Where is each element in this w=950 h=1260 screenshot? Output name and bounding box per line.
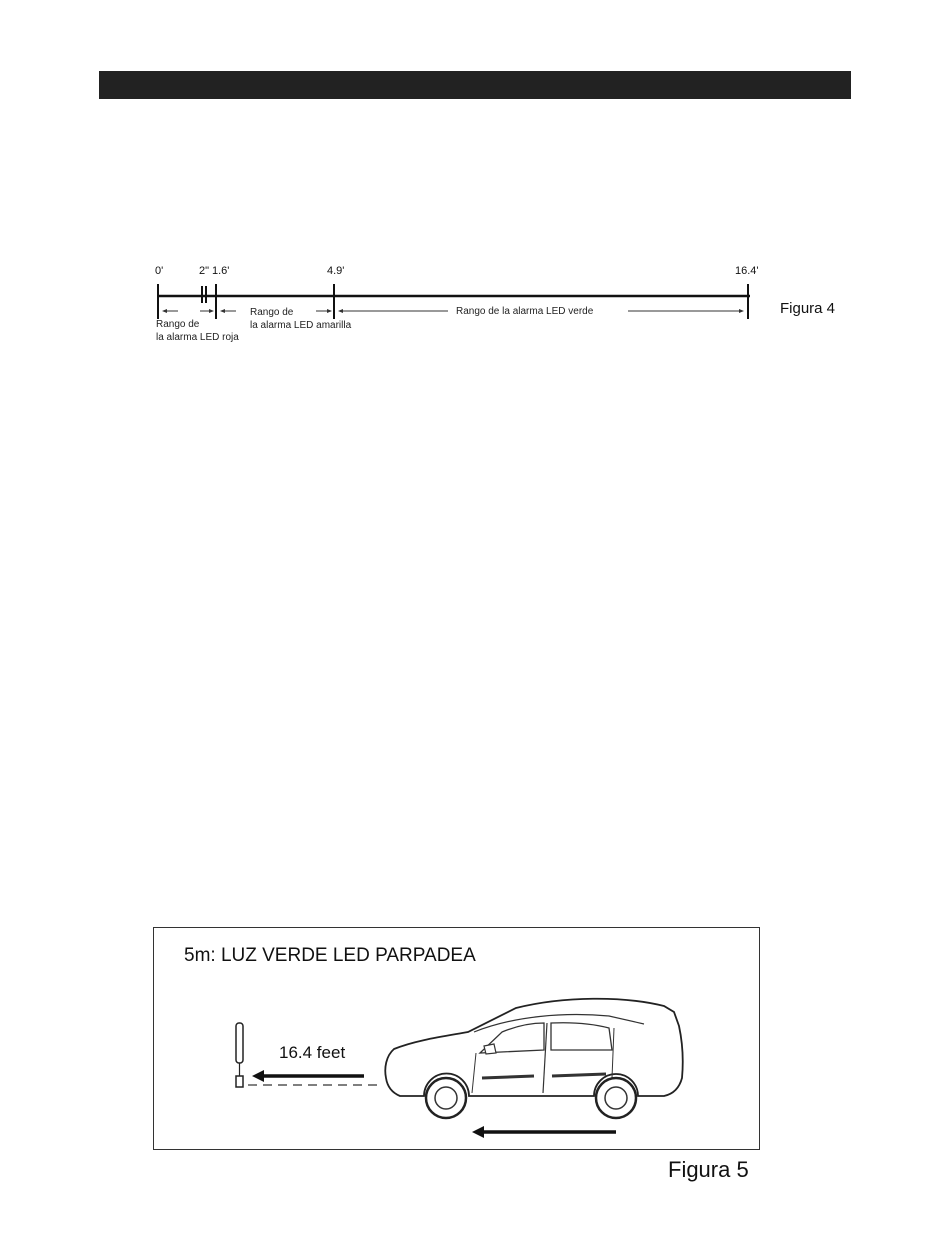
figure-5-title: 5m: LUZ VERDE LED PARPADEA [184, 945, 476, 966]
figure-4-caption: Figura 4 [780, 300, 836, 317]
figure-5-caption: Figura 5 [668, 1157, 749, 1182]
green-range-label: Rango de la alarma LED verde [456, 306, 594, 317]
figure-4 [0, 0, 950, 400]
figure-5-panel [153, 927, 760, 1150]
distance-label: 16.4 feet [279, 1043, 346, 1062]
red-range-label: Rango de la alarma LED roja [156, 319, 239, 343]
tick-label-4-9: 4.9' [327, 265, 345, 277]
sensor-icon [236, 1023, 243, 1063]
tick-label-16-4: 16.4' [735, 265, 759, 277]
tick-label-0: 0' [155, 265, 164, 277]
car-scene [154, 928, 761, 1151]
tick-label-2in: 2" [199, 265, 210, 277]
tick-label-1-6: 1.6' [212, 265, 230, 277]
yellow-range-label: Rango de la alarma LED amarilla [250, 307, 352, 331]
ruler-graphic [0, 0, 950, 400]
